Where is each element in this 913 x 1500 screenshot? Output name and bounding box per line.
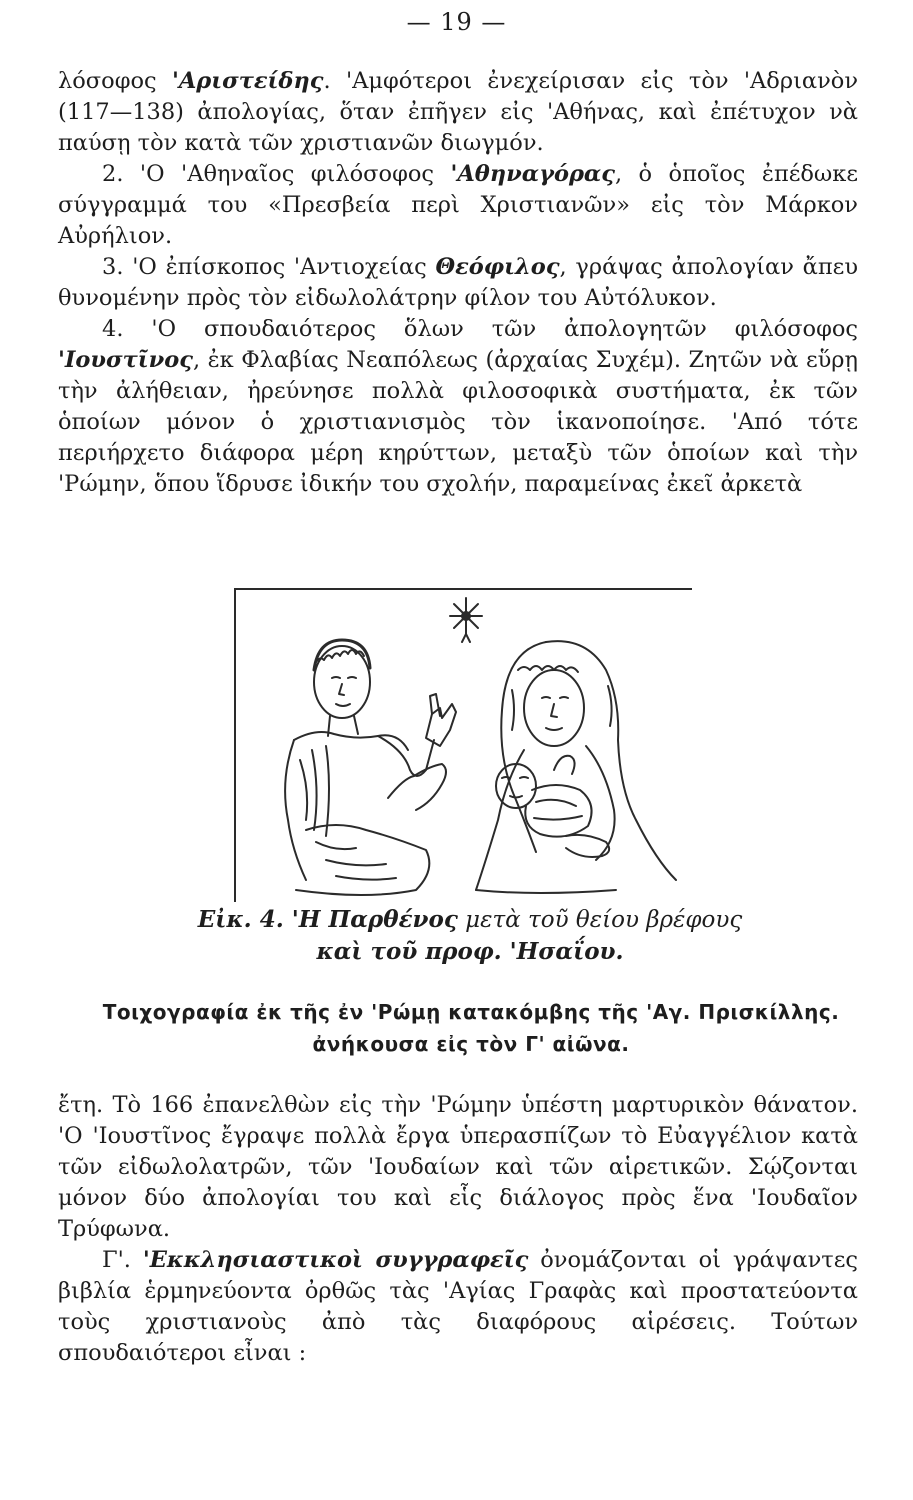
figure-source	[76, 996, 866, 1060]
caption-line-2	[150, 936, 790, 968]
figure-label: Εἰκ. 4.	[197, 906, 284, 933]
paragraph-aristides	[58, 66, 858, 159]
text-run: 3. 'Ο ἐπίσκοπος 'Αντιοχείας	[102, 254, 436, 280]
prophet-figure	[285, 640, 456, 895]
source-line-2: ἀνήκουσα εἰς τὸν Γ' αἰῶνα.	[312, 1032, 630, 1056]
text-run: Γ'.	[102, 1247, 143, 1273]
star-icon	[450, 598, 482, 642]
paragraph-ecclesiastical-writers	[58, 1245, 858, 1369]
paragraph-athenagoras	[58, 159, 858, 252]
text-run: , ὁ ὁποῖος ἐπέδωκε σύγγραμμά του «Πρεσβεία περὶ Χριστιανῶν» εἰς τὸν Μάρκον Αὐρήλιον.	[58, 161, 859, 249]
name-justin: 'Ιουστῖνος	[58, 347, 193, 373]
name-athenagoras: 'Αθηναγόρας	[450, 161, 615, 187]
fresco-illustration	[234, 588, 692, 902]
bottom-text-block	[58, 1090, 858, 1369]
fresco-drawing	[236, 590, 692, 902]
text-run: λόσοφος	[58, 68, 172, 94]
paragraph-justin-continued	[58, 1090, 858, 1245]
source-line-1: Τοιχογραφία ἐκ τῆς ἐν 'Ρώμῃ κατακόμβης τῆς 'Αγ. Πρισκίλλης.	[102, 1000, 840, 1024]
name-theophilus: Θεόφιλος	[435, 254, 560, 280]
caption-title: 'Η Παρθένος	[283, 906, 458, 933]
name-aristides: 'Αριστείδης	[171, 68, 324, 94]
paragraph-justin	[58, 314, 858, 500]
text-run: ἔτη. Τὸ 166 ἐπανελθὼν εἰς τὴν 'Ρώμην ὑπέστη μαρτυρικὸν θάνατον. 'Ο 'Ιουστῖνος ἔγραψε πολλὰ ἔργα ὑπερασπίζων τὸ Εὐαγγέλιον κατὰ τῶν εἰδωλολατρῶν, τῶν 'Ιουδαίων καὶ τῶν αἱρετικῶν. Σῴζονται μόνον δύο ἀπολογίαι του καὶ εἷς διάλογος πρὸς ἕνα 'Ιουδαῖον Τρύφωνα.	[58, 1092, 858, 1242]
caption-text: μετὰ τοῦ θείου βρέφους	[457, 907, 743, 933]
virgin-figure	[476, 641, 676, 893]
text-run: 2. 'Ο 'Αθηναῖος φιλόσοφος	[102, 161, 451, 187]
text-run: 4. 'Ο σπουδαιότερος ὅλων τῶν ἀπολογητῶν φιλόσοφος	[102, 316, 858, 342]
caption-text: καὶ τοῦ προφ. 'Ησαΐου.	[316, 938, 624, 965]
text-run: . 'Αμφότεροι ἐνεχείρισαν εἰς τὸν 'Αδριανὸν (117—138) ἀπολογίας, ὅταν ἐπῆγεν εἰς 'Αθήνας, καὶ ἐπέτυχον νὰ παύσῃ τὸν κατὰ τῶν χριστιανῶν διωγμόν.	[58, 68, 858, 156]
text-run: , γράψας ἀπολογίαν ἄπευ θυνομένην πρὸς τὸν εἰδωλολάτρην φίλον του Αὐτόλυκον.	[58, 254, 858, 311]
text-run: , ἐκ Φλαβίας Νεαπόλεως (ἀρχαίας Συχέμ). Ζητῶν νὰ εὕρῃ τὴν ἀλήθειαν, ἠρεύνησε πολλὰ φιλοσοφικὰ συστήματα, ἐκ τῶν ὁποίων μόνον ὁ χριστιανισμὸς τὸν ἱκανοποίησε. 'Από τότε περιήρχετο διάφορα μέρη κηρύττων, μεταξὺ τῶν ὁποίων καὶ τὴν 'Ρώμην, ὅπου ἵδρυσε ἰδικήν του σχολήν, παραμείνας ἐκεῖ ἀρκετὰ	[58, 347, 858, 497]
caption-line-1	[150, 904, 790, 936]
paragraph-theophilus	[58, 252, 858, 314]
top-text-block	[58, 66, 858, 500]
figure-caption	[150, 904, 790, 968]
page-number: — 19 —	[406, 8, 507, 36]
term-ecclesiastical-writers: 'Εκκλησιαστικοὶ συγγραφεῖς	[142, 1247, 529, 1273]
text-run: ὀνομάζονται οἱ γράψαντες βιβλία ἑρμηνεύοντα ὀρθῶς τὰς 'Αγίας Γραφὰς καὶ προστατεύοντα τοὺς χριστιανοὺς ἀπὸ τὰς διαφόρους αἱρέσεις. Τούτων σπουδαιότεροι εἶναι :	[58, 1247, 858, 1366]
